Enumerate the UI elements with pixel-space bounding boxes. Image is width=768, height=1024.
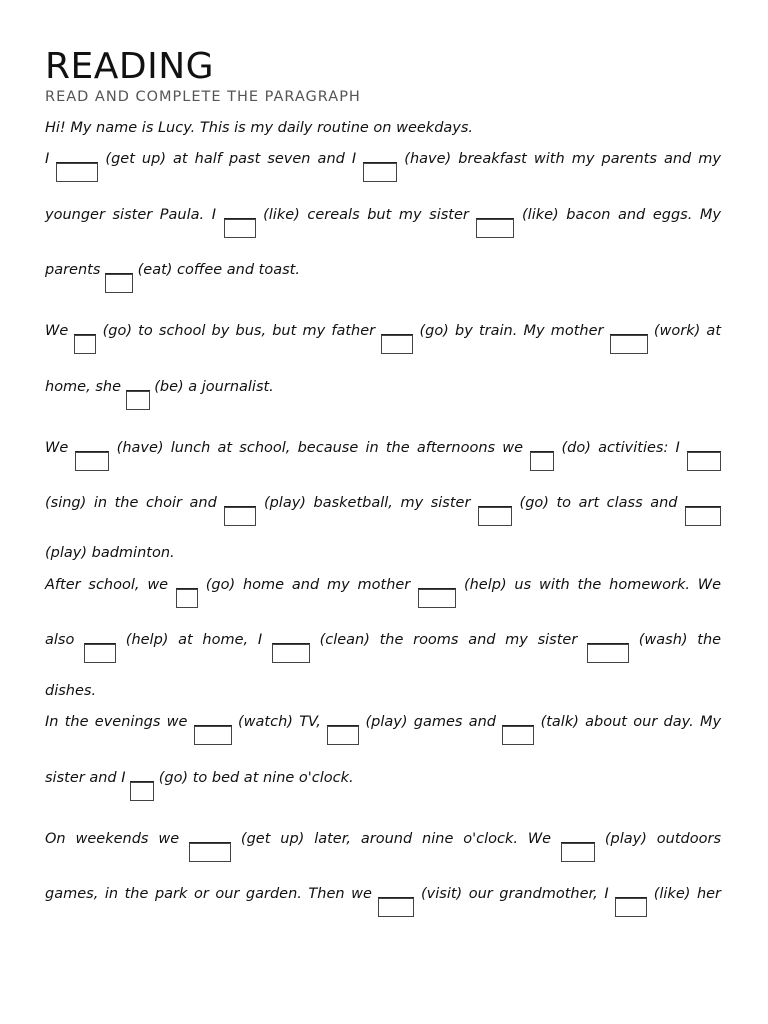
answer-box[interactable] <box>685 507 721 526</box>
sentence-text: (wash) the <box>638 632 722 648</box>
answer-box[interactable] <box>75 452 109 471</box>
paragraph-line <box>45 631 721 649</box>
answer-box[interactable] <box>610 335 648 354</box>
blank-gap <box>378 885 414 898</box>
sentence-text: (talk) about our day. My <box>540 714 722 730</box>
paragraph-line <box>45 439 721 457</box>
paragraph-line <box>45 544 721 562</box>
blank-gap <box>587 631 629 644</box>
answer-box[interactable] <box>587 644 629 663</box>
answer-box[interactable] <box>363 163 397 182</box>
blank-gap <box>224 494 256 507</box>
sentence-text: games, in the park or our garden. Then we <box>45 886 372 902</box>
blank-gap <box>418 576 456 589</box>
sentence-text: We <box>45 440 69 456</box>
sentence-text: (go) home and my mother <box>205 577 411 593</box>
blank-gap <box>56 150 98 163</box>
blank-gap <box>502 713 534 726</box>
blank-gap <box>75 439 109 452</box>
sentence-text: (eat) coffee and toast. <box>137 262 300 278</box>
blank-gap <box>194 713 232 726</box>
blank-gap <box>476 206 514 219</box>
blank-gap <box>561 830 595 843</box>
blank-gap <box>176 576 198 589</box>
worksheet-title: READING <box>45 46 215 87</box>
blank-gap <box>126 378 150 391</box>
answer-box[interactable] <box>502 726 534 745</box>
blank-gap <box>615 885 647 898</box>
answer-box[interactable] <box>615 898 647 917</box>
sentence-text: (visit) our grandmother, I <box>421 886 609 902</box>
answer-box[interactable] <box>378 898 414 917</box>
blank-gap <box>530 439 554 452</box>
blank-gap <box>478 494 512 507</box>
sentence-text: (play) basketball, my sister <box>263 495 471 511</box>
sentence-text: (have) lunch at school, because in the afternoons we <box>116 440 524 456</box>
sentence-text: (like) bacon and eggs. My <box>522 207 721 223</box>
sentence-text: (play) outdoors <box>604 831 721 847</box>
sentence-text: (get up) at half past seven and I <box>105 151 357 167</box>
sentence-text: (be) a journalist. <box>154 379 274 395</box>
sentence-text: (help) us with the homework. We <box>463 577 722 593</box>
paragraph-line <box>45 769 721 787</box>
answer-box[interactable] <box>478 507 512 526</box>
paragraph-line <box>45 261 721 279</box>
answer-box[interactable] <box>418 589 456 608</box>
sentence-text: (sing) in the choir and <box>45 495 217 511</box>
paragraph-line <box>45 830 721 848</box>
blank-gap <box>189 830 231 843</box>
sentence-text: (go) by train. My mother <box>419 323 604 339</box>
blank-gap <box>272 631 310 644</box>
answer-box[interactable] <box>476 219 514 238</box>
blank-gap <box>381 322 413 335</box>
answer-box[interactable] <box>176 589 198 608</box>
answer-box[interactable] <box>224 219 256 238</box>
sentence-text: parents <box>45 262 101 278</box>
sentence-text: I <box>45 151 50 167</box>
answer-box[interactable] <box>272 644 310 663</box>
sentence-text: (go) to school by bus, but my father <box>102 323 376 339</box>
blank-gap <box>84 631 116 644</box>
sentence-text: (clean) the rooms and my sister <box>319 632 578 648</box>
answer-box[interactable] <box>561 843 595 862</box>
sentence-text: (get up) later, around nine o'clock. We <box>240 831 552 847</box>
paragraph-line <box>45 576 721 594</box>
sentence-text: (play) games and <box>365 714 497 730</box>
sentence-text: younger sister Paula. I <box>45 207 216 223</box>
sentence-text: (like) her <box>653 886 722 902</box>
answer-box[interactable] <box>126 391 150 410</box>
paragraph-line <box>45 206 721 224</box>
answer-box[interactable] <box>189 843 231 862</box>
sentence-text: sister and I <box>45 770 126 786</box>
sentence-text: In the evenings we <box>45 714 188 730</box>
answer-box[interactable] <box>130 782 154 801</box>
blank-gap <box>685 494 721 507</box>
blank-gap <box>327 713 359 726</box>
paragraph-line <box>45 713 721 731</box>
sentence-text: home, she <box>45 379 121 395</box>
sentence-text: (do) activities: I <box>561 440 680 456</box>
answer-box[interactable] <box>105 274 133 293</box>
sentence-text: (help) at home, I <box>125 632 263 648</box>
blank-gap <box>224 206 256 219</box>
answer-box[interactable] <box>224 507 256 526</box>
sentence-text: dishes. <box>45 683 97 699</box>
blank-gap <box>105 261 133 274</box>
sentence-text: After school, we <box>45 577 169 593</box>
answer-box[interactable] <box>327 726 359 745</box>
answer-box[interactable] <box>56 163 98 182</box>
answer-box[interactable] <box>74 335 96 354</box>
paragraph-line <box>45 885 721 903</box>
answer-box[interactable] <box>194 726 232 745</box>
sentence-text: also <box>45 632 75 648</box>
sentence-text: (have) breakfast with my parents and my <box>404 151 721 167</box>
sentence-text: (like) cereals but my sister <box>263 207 469 223</box>
paragraph-line <box>45 150 721 168</box>
sentence-text: On weekends we <box>45 831 180 847</box>
worksheet-subtitle: READ AND COMPLETE THE PARAGRAPH <box>45 89 361 105</box>
answer-box[interactable] <box>530 452 554 471</box>
answer-box[interactable] <box>381 335 413 354</box>
answer-box[interactable] <box>687 452 721 471</box>
intro-sentence: Hi! My name is Lucy. This is my daily routine on weekdays. <box>45 120 474 136</box>
sentence-text: (go) to bed at nine o'clock. <box>158 770 354 786</box>
sentence-text: (go) to art class and <box>519 495 678 511</box>
sentence-text: We <box>45 323 69 339</box>
paragraph-line <box>45 378 721 396</box>
blank-gap <box>74 322 96 335</box>
sentence-text: (work) at <box>653 323 722 339</box>
sentence-text: (play) badminton. <box>45 545 175 561</box>
answer-box[interactable] <box>84 644 116 663</box>
paragraph-line <box>45 494 721 512</box>
paragraph-line <box>45 322 721 340</box>
sentence-text: (watch) TV, <box>238 714 321 730</box>
blank-gap <box>687 439 721 452</box>
blank-gap <box>363 150 397 163</box>
blank-gap <box>610 322 648 335</box>
blank-gap <box>130 769 154 782</box>
paragraph-line <box>45 682 721 700</box>
